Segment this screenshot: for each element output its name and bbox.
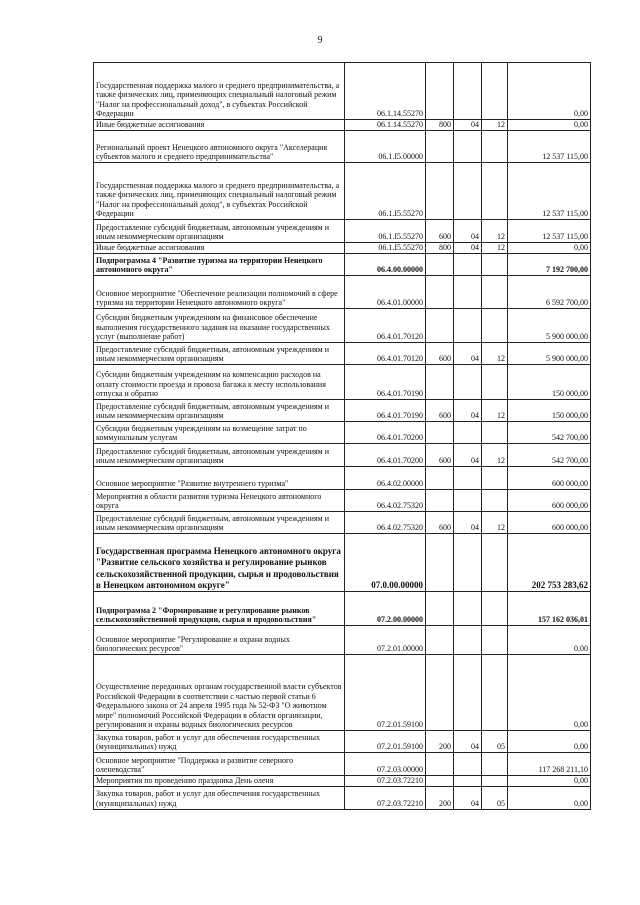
row-rz-cell: 04 xyxy=(454,243,482,254)
row-vr-cell xyxy=(426,276,454,309)
row-name-cell: Иные бюджетные ассигнования xyxy=(94,120,345,131)
row-name-cell: Предоставление субсидий бюджетным, автономным учреждениям и иным некоммерческим организациям xyxy=(94,512,345,534)
row-pr-cell xyxy=(482,276,508,309)
row-vr-cell: 600 xyxy=(426,400,454,422)
table-row xyxy=(94,400,591,422)
row-pr-cell: 12 xyxy=(482,444,508,467)
row-pr-cell: 12 xyxy=(482,220,508,243)
row-sum-cell: 150 000,00 xyxy=(508,365,591,400)
row-name-cell: Основное мероприятие "Развитие внутреннего туризма" xyxy=(94,467,345,490)
row-code-cell: 07.2.01.00000 xyxy=(345,626,426,655)
row-pr-cell: 12 xyxy=(482,343,508,365)
row-code-cell: 06.1.I5.55270 xyxy=(345,243,426,254)
row-vr-cell: 200 xyxy=(426,731,454,753)
row-rz-cell: 04 xyxy=(454,512,482,534)
row-vr-cell xyxy=(426,163,454,220)
row-pr-cell xyxy=(482,254,508,276)
row-name-cell: Региональный проект Ненецкого автономного округа "Акселерация субъектов малого и среднего предпринимательства" xyxy=(94,131,345,163)
row-rz-cell: 04 xyxy=(454,786,482,809)
row-pr-cell xyxy=(482,467,508,490)
table-row xyxy=(94,276,591,309)
table-row xyxy=(94,534,591,592)
table-row xyxy=(94,512,591,534)
row-name-cell: Государственная программа Ненецкого автономного округа "Развитие сельского хозяйства и регулирование рынков сельскохозяйственной продукции, сырья и продовольствия в Ненецком автономном округе" xyxy=(94,534,345,592)
row-rz-cell xyxy=(454,626,482,655)
row-name-cell: Предоставление субсидий бюджетным, автономным учреждениям и иным некоммерческим организациям xyxy=(94,400,345,422)
row-vr-cell xyxy=(426,422,454,444)
row-name-cell: Основное мероприятие "Обеспечение реализации полномочий в сфере туризма на территории Ненецкого автономного округа" xyxy=(94,276,345,309)
row-code-cell: 06.4.00.00000 xyxy=(345,254,426,276)
row-vr-cell xyxy=(426,63,454,120)
row-vr-cell xyxy=(426,467,454,490)
table-row xyxy=(94,444,591,467)
row-rz-cell xyxy=(454,422,482,444)
table-row xyxy=(94,309,591,343)
row-sum-cell: 6 592 700,00 xyxy=(508,276,591,309)
row-rz-cell: 04 xyxy=(454,731,482,753)
row-code-cell: 06.1.I5.55270 xyxy=(345,220,426,243)
row-name-cell: Мероприятия в области развития туризма Ненецкого автономного округа xyxy=(94,490,345,512)
page-number: 9 xyxy=(317,35,323,46)
row-code-cell: 07.2.01.59100 xyxy=(345,731,426,753)
row-pr-cell xyxy=(482,422,508,444)
row-sum-cell: 0,00 xyxy=(508,655,591,731)
row-name-cell: Подпрограмма 2 "Формирование и регулирование рынков сельскохозяйственной продукции, сырья и продовольствия" xyxy=(94,592,345,626)
row-rz-cell: 04 xyxy=(454,343,482,365)
row-vr-cell: 800 xyxy=(426,243,454,254)
row-pr-cell xyxy=(482,592,508,626)
row-sum-cell: 5 900 000,00 xyxy=(508,343,591,365)
row-sum-cell: 600 000,00 xyxy=(508,490,591,512)
row-pr-cell xyxy=(482,534,508,592)
row-name-cell: Закупка товаров, работ и услуг для обеспечения государственных (муниципальных) нужд xyxy=(94,731,345,753)
row-name-cell: Государственная поддержка малого и среднего предпринимательства, а также физических лиц, применяющих специальный налоговый режим "Налог на профессиональный доход", в субъектах Российской Федерации xyxy=(94,63,345,120)
table-row xyxy=(94,254,591,276)
row-sum-cell: 7 192 700,00 xyxy=(508,254,591,276)
table-row xyxy=(94,120,591,131)
row-rz-cell: 04 xyxy=(454,444,482,467)
row-pr-cell xyxy=(482,626,508,655)
row-vr-cell xyxy=(426,753,454,776)
table-row xyxy=(94,220,591,243)
row-vr-cell xyxy=(426,534,454,592)
row-name-cell: Предоставление субсидий бюджетным, автономным учреждениям и иным некоммерческим организациям xyxy=(94,220,345,243)
row-code-cell: 07.2.01.59100 xyxy=(345,655,426,731)
row-code-cell: 06.1.14.55270 xyxy=(345,120,426,131)
row-pr-cell: 12 xyxy=(482,243,508,254)
row-code-cell: 06.4.01.70190 xyxy=(345,400,426,422)
row-sum-cell: 117 268 211,10 xyxy=(508,753,591,776)
budget-table-body xyxy=(94,63,591,810)
row-rz-cell xyxy=(454,776,482,787)
row-pr-cell xyxy=(482,309,508,343)
row-name-cell: Государственная поддержка малого и среднего предпринимательства, а также физических лиц, применяющих специальный налоговый режим "Налог на профессиональный доход", в субъектах Российской Федерации xyxy=(94,163,345,220)
row-name-cell: Предоставление субсидий бюджетным, автономным учреждениям и иным некоммерческим организациям xyxy=(94,444,345,467)
row-rz-cell xyxy=(454,753,482,776)
row-code-cell: 06.4.01.70190 xyxy=(345,365,426,400)
row-vr-cell: 600 xyxy=(426,220,454,243)
table-row xyxy=(94,131,591,163)
row-pr-cell: 12 xyxy=(482,400,508,422)
row-sum-cell: 542 700,00 xyxy=(508,444,591,467)
row-pr-cell: 05 xyxy=(482,786,508,809)
table-row xyxy=(94,776,591,787)
row-vr-cell xyxy=(426,365,454,400)
row-rz-cell xyxy=(454,163,482,220)
table-row xyxy=(94,163,591,220)
row-sum-cell: 542 700,00 xyxy=(508,422,591,444)
table-row xyxy=(94,626,591,655)
table-row xyxy=(94,655,591,731)
row-rz-cell xyxy=(454,131,482,163)
row-rz-cell xyxy=(454,490,482,512)
row-vr-cell: 800 xyxy=(426,120,454,131)
row-sum-cell: 12 537 115,00 xyxy=(508,220,591,243)
row-name-cell: Основное мероприятие "Поддержка и развитие северного оленеводства" xyxy=(94,753,345,776)
budget-table xyxy=(93,62,591,810)
table-row xyxy=(94,490,591,512)
row-code-cell: 06.4.01.70120 xyxy=(345,309,426,343)
row-vr-cell: 200 xyxy=(426,786,454,809)
row-code-cell: 06.4.01.70200 xyxy=(345,444,426,467)
row-name-cell: Иные бюджетные ассигнования xyxy=(94,243,345,254)
row-name-cell: Мероприятия по проведению праздника День оленя xyxy=(94,776,345,787)
row-vr-cell: 600 xyxy=(426,343,454,365)
row-pr-cell xyxy=(482,163,508,220)
row-vr-cell xyxy=(426,776,454,787)
row-pr-cell xyxy=(482,490,508,512)
row-pr-cell xyxy=(482,753,508,776)
row-code-cell: 06.4.01.70200 xyxy=(345,422,426,444)
row-code-cell: 06.4.02.75320 xyxy=(345,512,426,534)
table-row xyxy=(94,786,591,809)
row-sum-cell: 0,00 xyxy=(508,731,591,753)
row-name-cell: Предоставление субсидий бюджетным, автономным учреждениям и иным некоммерческим организациям xyxy=(94,343,345,365)
row-code-cell: 06.1.I5.55270 xyxy=(345,163,426,220)
row-vr-cell: 600 xyxy=(426,444,454,467)
row-vr-cell xyxy=(426,490,454,512)
row-name-cell: Субсидии бюджетным учреждениям на возмещение затрат по коммунальным услугам xyxy=(94,422,345,444)
row-rz-cell xyxy=(454,592,482,626)
row-code-cell: 06.4.01.70120 xyxy=(345,343,426,365)
row-rz-cell: 04 xyxy=(454,120,482,131)
row-name-cell: Субсидии бюджетным учреждениям на компенсацию расходов на оплату стоимости проезда и провоза багажа к месту использования отпуска и обратно xyxy=(94,365,345,400)
row-code-cell: 06.1.14.55270 xyxy=(345,63,426,120)
row-code-cell: 06.4.02.75320 xyxy=(345,490,426,512)
row-sum-cell: 12 537 115,00 xyxy=(508,131,591,163)
row-rz-cell xyxy=(454,276,482,309)
row-sum-cell: 0,00 xyxy=(508,776,591,787)
table-row xyxy=(94,365,591,400)
row-pr-cell xyxy=(482,131,508,163)
row-pr-cell: 12 xyxy=(482,120,508,131)
row-name-cell: Субсидии бюджетным учреждениям на финансовое обеспечение выполнения государственного задания на оказание государственных услуг (выполнение работ) xyxy=(94,309,345,343)
row-sum-cell: 0,00 xyxy=(508,243,591,254)
row-pr-cell xyxy=(482,63,508,120)
row-sum-cell: 5 900 000,00 xyxy=(508,309,591,343)
row-vr-cell xyxy=(426,254,454,276)
row-pr-cell: 05 xyxy=(482,731,508,753)
table-row xyxy=(94,731,591,753)
row-pr-cell xyxy=(482,655,508,731)
row-code-cell: 06.4.02.00000 xyxy=(345,467,426,490)
row-vr-cell xyxy=(426,626,454,655)
row-vr-cell xyxy=(426,309,454,343)
table-row xyxy=(94,63,591,120)
row-name-cell: Подпрограмма 4 "Развитие туризма на территории Ненецкого автономного округа" xyxy=(94,254,345,276)
row-sum-cell: 150 000,00 xyxy=(508,400,591,422)
row-name-cell: Основное мероприятие "Регулирование и охрана водных биологических ресурсов" xyxy=(94,626,345,655)
table-row xyxy=(94,243,591,254)
row-pr-cell xyxy=(482,365,508,400)
row-rz-cell: 04 xyxy=(454,400,482,422)
row-rz-cell xyxy=(454,467,482,490)
row-sum-cell: 0,00 xyxy=(508,626,591,655)
row-code-cell: 06.4.01.00000 xyxy=(345,276,426,309)
row-rz-cell xyxy=(454,655,482,731)
row-pr-cell xyxy=(482,776,508,787)
table-row xyxy=(94,467,591,490)
row-vr-cell xyxy=(426,592,454,626)
table-row xyxy=(94,422,591,444)
row-sum-cell: 600 000,00 xyxy=(508,467,591,490)
row-sum-cell: 0,00 xyxy=(508,63,591,120)
row-name-cell: Закупка товаров, работ и услуг для обеспечения государственных (муниципальных) нужд xyxy=(94,786,345,809)
row-vr-cell xyxy=(426,655,454,731)
row-rz-cell xyxy=(454,365,482,400)
row-name-cell: Осуществление переданных органам государственной власти субъектов Российской Федерации в соответствии с частью первой статьи 6 Федерального закона от 24 апреля 1995 года № 52-ФЗ "О животном мире" полномочий Российской Федерации в области организации, регулирования и охраны водных биологических ресурсов xyxy=(94,655,345,731)
row-code-cell: 07.2.03.00000 xyxy=(345,753,426,776)
row-rz-cell: 04 xyxy=(454,220,482,243)
table-row xyxy=(94,753,591,776)
row-code-cell: 07.2.00.00000 xyxy=(345,592,426,626)
row-rz-cell xyxy=(454,309,482,343)
row-rz-cell xyxy=(454,63,482,120)
row-vr-cell: 600 xyxy=(426,512,454,534)
table-row xyxy=(94,343,591,365)
row-sum-cell: 157 162 036,01 xyxy=(508,592,591,626)
row-pr-cell: 12 xyxy=(482,512,508,534)
row-rz-cell xyxy=(454,534,482,592)
row-sum-cell: 600 000,00 xyxy=(508,512,591,534)
row-vr-cell xyxy=(426,131,454,163)
row-sum-cell: 202 753 283,62 xyxy=(508,534,591,592)
row-code-cell: 07.0.00.00000 xyxy=(345,534,426,592)
row-sum-cell: 0,00 xyxy=(508,120,591,131)
row-code-cell: 07.2.03.72210 xyxy=(345,786,426,809)
table-row xyxy=(94,592,591,626)
row-rz-cell xyxy=(454,254,482,276)
row-code-cell: 06.1.I5.00000 xyxy=(345,131,426,163)
row-sum-cell: 12 537 115,00 xyxy=(508,163,591,220)
row-code-cell: 07.2.03.72210 xyxy=(345,776,426,787)
row-sum-cell: 0,00 xyxy=(508,786,591,809)
